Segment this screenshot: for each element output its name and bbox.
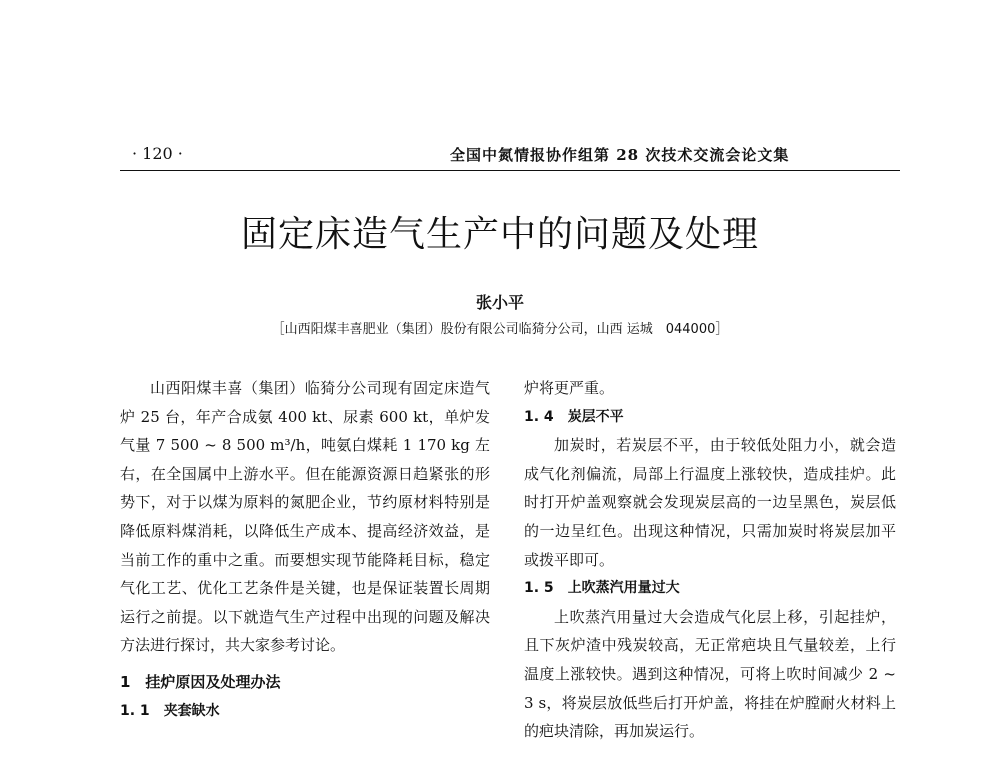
journal-title: 全国中氮情报协作组第 28 次技术交流会论文集 bbox=[450, 146, 790, 164]
paragraph-1-4: 加炭时，若炭层不平，由于较低处阻力小，就会造成气化剂偏流，局部上行温度上涨较快，造成挂炉。此时打开炉盖观察就会发现炭层高的一边呈黑色，炭层低的一边呈红色。出现这种情况，只需加炭时将炭层加平或拨平即可。 bbox=[524, 436, 896, 569]
paragraph-1-5: 上吹蒸汽用量过大会造成气化层上移，引起挂炉，且下灰炉渣中残炭较高，无正常疤块且气量较差，上行温度上涨较快。遇到这种情况，可将上吹时间减少 2 ~ 3 s，将炭层放低些后打开炉盖，将挂在炉膛耐火材料上的疤块清除，再加炭运行。 bbox=[524, 607, 896, 741]
running-header bbox=[120, 140, 900, 170]
left-column bbox=[120, 374, 490, 725]
header-rule bbox=[120, 170, 900, 171]
subsection-1-1-title: 夹套缺水 bbox=[163, 702, 220, 719]
section-1-heading: 1 挂炉原因及处理办法 bbox=[120, 672, 281, 691]
continued-paragraph: 炉将更严重。 bbox=[524, 379, 615, 397]
subsection-1-5-number: 1. 5 bbox=[524, 580, 554, 597]
subsection-1-1-heading bbox=[120, 697, 490, 726]
author-affiliation: ［山西阳煤丰喜肥业（集团）股份有限公司临猗分公司，山西 运城 044000］ bbox=[271, 322, 729, 337]
subsection-1-4-number: 1. 4 bbox=[524, 408, 554, 425]
page-number: · 120 · bbox=[132, 144, 183, 163]
right-column bbox=[524, 374, 896, 746]
subsection-1-4-title: 炭层不平 bbox=[567, 408, 624, 425]
intro-paragraph: 山西阳煤丰喜（集团）临猗分公司现有固定床造气炉 25 台，年产合成氨 400 kt、尿素 600 kt，单炉发气量 7 500 ~ 8 500 m³/h，吨氨白煤耗 1 170 kg 左右，在全国属中上游水平。但在能源资源日趋紧张的形势下，对于以煤为原料的氮肥企业，节约原材料特别是降低原料煤消耗，以降低生产成本、提高经济效益，是当前工作的重中之重。而要想实现节能降耗目标，稳定气化工艺、优化工艺条件是关键，也是保证装置长周期运行之前提。以下就造气生产过程中出现的问题及解决方法进行探讨，共大家参考讨论。 bbox=[120, 379, 490, 655]
article-title: 固定床造气生产中的问题及处理 bbox=[240, 214, 759, 255]
subsection-1-4-heading bbox=[524, 403, 896, 432]
subsection-1-5-heading bbox=[524, 574, 896, 603]
subsection-1-5-title: 上吹蒸汽用量过大 bbox=[567, 580, 680, 597]
author-name: 张小平 bbox=[475, 293, 524, 312]
subsection-1-1-number: 1. 1 bbox=[120, 702, 150, 719]
